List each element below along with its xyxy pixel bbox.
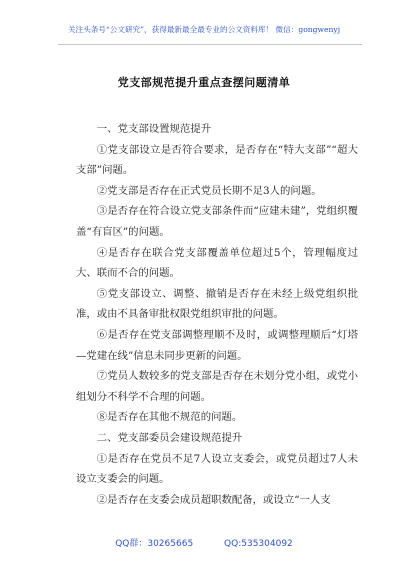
document-body (76, 119, 358, 510)
section-heading: 二、党支部委员会建设规范提升 (96, 431, 243, 444)
footer-qq: QQ:535304092 (224, 539, 293, 549)
header-divider (58, 44, 362, 45)
document-title: 党支部规范提升重点查摆问题清单 (117, 76, 291, 89)
list-item: ②党支部是否存在正式党员长期不足3人的问题。 (96, 184, 322, 197)
list-item: ⑥是否存在党支部调整理顺不及时，或调整理顺后“灯塔—党建在线”信息未同步更新的问题。 (76, 328, 358, 362)
footer-contact (0, 536, 408, 549)
list-item: ⑦党员人数较多的党支部是否存在未划分党小组，或党小组划分不科学不合理的问题。 (76, 370, 358, 403)
section-heading: 一、党支部设置规范提升 (96, 123, 212, 135)
header-banner: 关注头条号“公文研究”，获得最新最全最专业的公文资料库！ 微信：gongwenyj (67, 25, 341, 34)
list-item: ⑤党支部设立、调整、撤销是否存在未经上级党组织批准，或由不具备审批权限党组织审批的问题。 (76, 287, 358, 321)
list-item: ①是否存在党员不足7人设立支委会，或党员超过7人未设立支委会的问题。 (76, 452, 358, 486)
list-item: ②是否存在支委会成员超职数配备，或设立“一人支 (96, 493, 331, 506)
list-item: ①党支部设立是否符合要求，是否存在“特大支部”“超大支部”问题。 (76, 143, 358, 177)
list-item: ④是否存在联合党支部覆盖单位超过5个，管理幅度过大、联而不合的问题。 (76, 246, 358, 280)
list-item: ⑧是否存在其他不规范的问题。 (96, 411, 243, 424)
footer-qq-group: QQ群：30265665 (115, 539, 194, 549)
list-item: ③是否存在符合设立党支部条件而“应建未建”，党组织覆盖“有盲区”的问题。 (76, 205, 358, 238)
